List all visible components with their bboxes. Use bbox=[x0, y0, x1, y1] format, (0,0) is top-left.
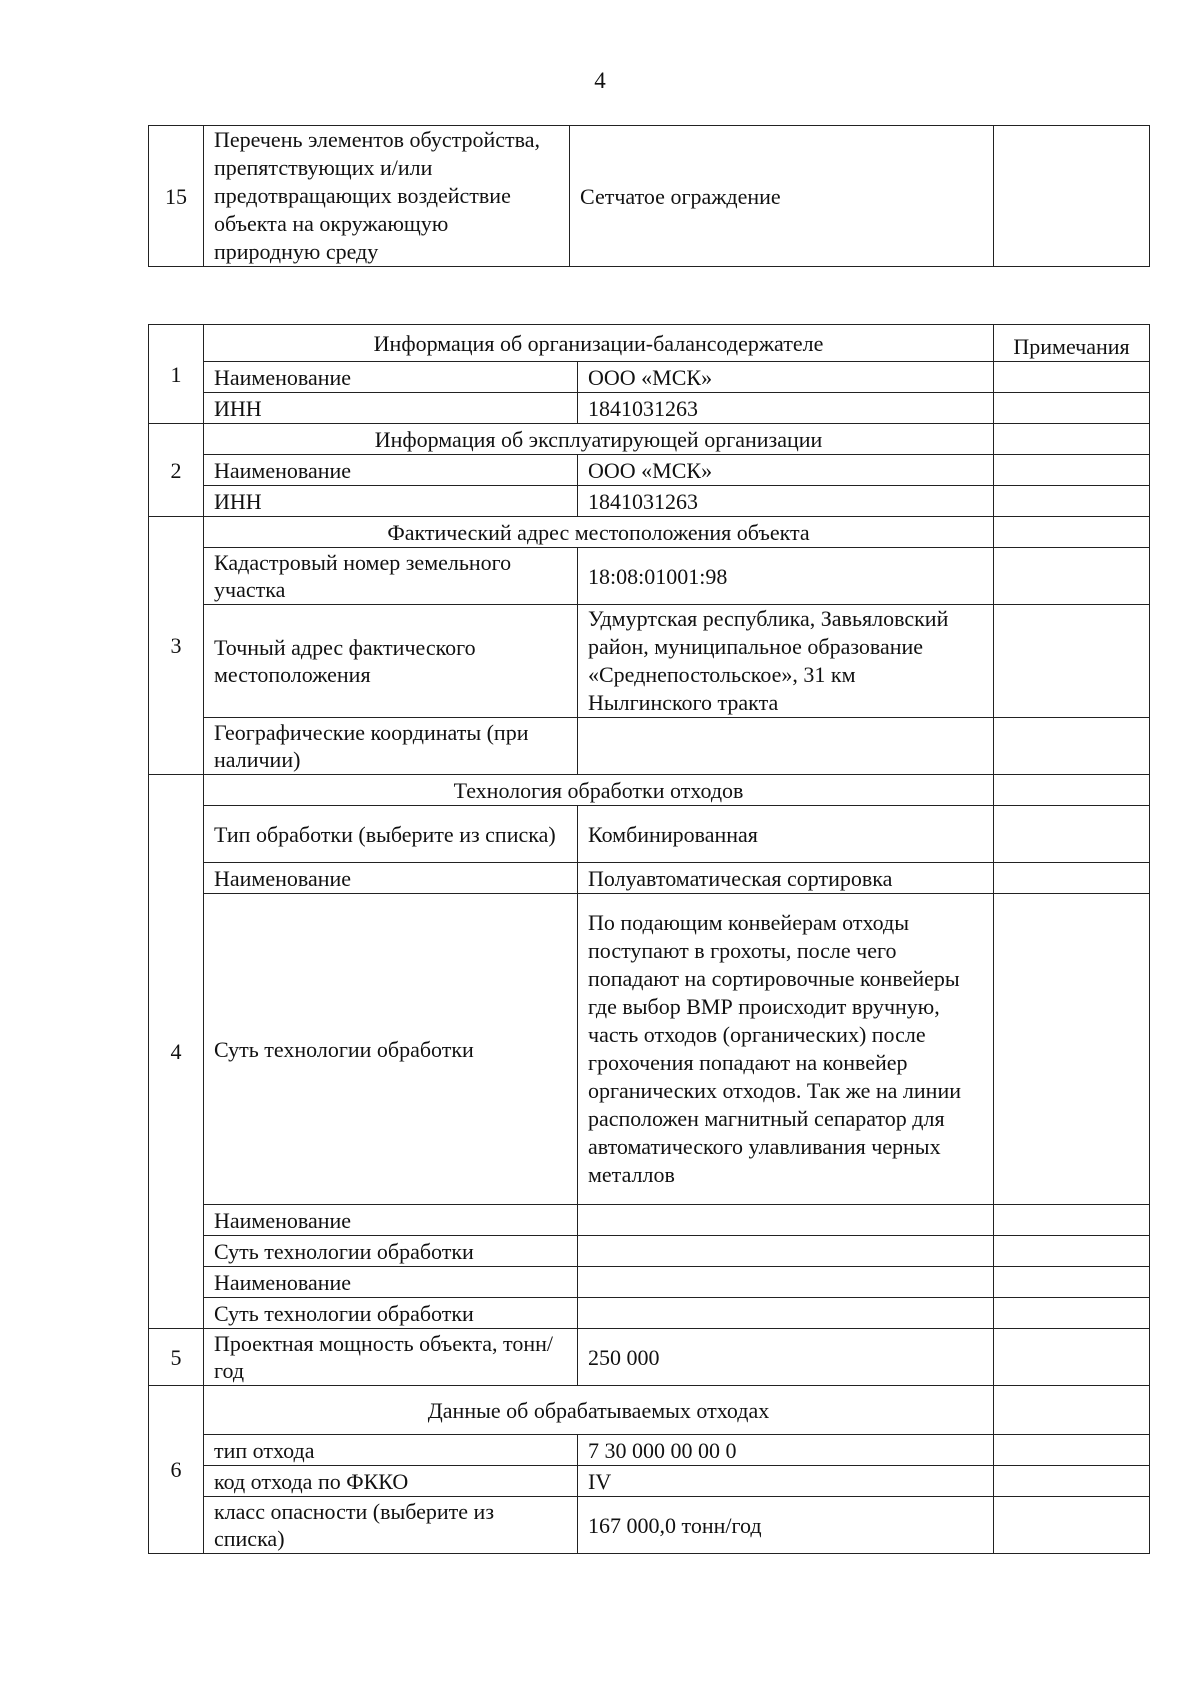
row-label: Географические координаты (при наличии) bbox=[204, 718, 578, 775]
table-row bbox=[149, 1466, 1150, 1497]
table-continuation bbox=[148, 125, 1150, 267]
page-number: 4 bbox=[594, 68, 606, 93]
row-value: IV bbox=[578, 1466, 994, 1497]
table-row bbox=[149, 1497, 1150, 1554]
row-value bbox=[578, 1267, 994, 1298]
row-label: Наименование bbox=[204, 362, 578, 393]
row-note bbox=[994, 362, 1150, 393]
row-note bbox=[994, 455, 1150, 486]
table-row bbox=[149, 455, 1150, 486]
row-label: Тип обработки (выберите из списка) bbox=[204, 806, 578, 863]
row-label: ИНН bbox=[204, 486, 578, 517]
table-row bbox=[149, 424, 1150, 455]
notes-header: Примечания bbox=[994, 325, 1150, 362]
table-row bbox=[149, 775, 1150, 806]
table-row bbox=[149, 894, 1150, 1205]
row-label: тип отхода bbox=[204, 1435, 578, 1466]
row-label: Точный адрес фактического местоположения bbox=[204, 605, 578, 718]
row-note bbox=[994, 806, 1150, 863]
table-row bbox=[149, 1298, 1150, 1329]
row-note bbox=[994, 1435, 1150, 1466]
section-number: 1 bbox=[149, 325, 204, 424]
object-info-table bbox=[148, 324, 1150, 1554]
row-label: Наименование bbox=[204, 863, 578, 894]
row-value: ООО «МСК» bbox=[578, 455, 994, 486]
section-title: Данные об обрабатываемых отходах bbox=[204, 1386, 994, 1435]
row-note bbox=[994, 517, 1150, 548]
row-value bbox=[578, 1298, 994, 1329]
row-note bbox=[994, 1466, 1150, 1497]
row-note bbox=[994, 718, 1150, 775]
row-label: код отхода по ФККО bbox=[204, 1466, 578, 1497]
row-value: Сетчатое ограждение bbox=[570, 126, 994, 267]
table-row bbox=[149, 605, 1150, 718]
row-label: Проектная мощность объекта, тонн/год bbox=[204, 1329, 578, 1386]
row-value bbox=[578, 1236, 994, 1267]
row-value bbox=[578, 718, 994, 775]
row-note bbox=[994, 393, 1150, 424]
row-note bbox=[994, 1497, 1150, 1554]
row-label: ИНН bbox=[204, 393, 578, 424]
row-value: По подающим конвейерам отходы поступают в грохоты, после чего попадают на сортировочные конвейеры где выбор ВМР происходит вручную, часть отходов (органических) после грохочения попадают на конвейер органических отходов. Так же на линии расположен магнитный сепаратор для автоматического улавливания черных металлов bbox=[578, 894, 994, 1205]
row-label: Суть технологии обработки bbox=[204, 1236, 578, 1267]
row-note bbox=[994, 548, 1150, 605]
row-note bbox=[994, 894, 1150, 1205]
row-label: Суть технологии обработки bbox=[204, 1298, 578, 1329]
table-row bbox=[149, 393, 1150, 424]
table-row bbox=[149, 718, 1150, 775]
row-value: Полуавтоматическая сортировка bbox=[578, 863, 994, 894]
row-note bbox=[994, 605, 1150, 718]
row-note bbox=[994, 863, 1150, 894]
section-number: 2 bbox=[149, 424, 204, 517]
table-row bbox=[149, 1435, 1150, 1466]
table-row bbox=[149, 126, 1150, 267]
row-value: 167 000,0 тонн/год bbox=[578, 1497, 994, 1554]
section-title: Технология обработки отходов bbox=[204, 775, 994, 806]
section-title: Фактический адрес местоположения объекта bbox=[204, 517, 994, 548]
row-label: Перечень элементов обустройства, препятствующих и/или предотвращающих воздействие объекта на окружающую природную среду bbox=[204, 126, 570, 267]
section-title: Информация об эксплуатирующей организации bbox=[204, 424, 994, 455]
table-row bbox=[149, 863, 1150, 894]
row-label: Наименование bbox=[204, 1267, 578, 1298]
row-value: 250 000 bbox=[578, 1329, 994, 1386]
table-row bbox=[149, 325, 1150, 362]
row-value: 1841031263 bbox=[578, 486, 994, 517]
row-label: Кадастровый номер земельного участка bbox=[204, 548, 578, 605]
table-row bbox=[149, 1236, 1150, 1267]
row-label: Наименование bbox=[204, 455, 578, 486]
table-row bbox=[149, 548, 1150, 605]
table-row bbox=[149, 1205, 1150, 1236]
table-row bbox=[149, 362, 1150, 393]
table-row bbox=[149, 806, 1150, 863]
row-note bbox=[994, 1267, 1150, 1298]
row-value: 18:08:01001:98 bbox=[578, 548, 994, 605]
row-value bbox=[578, 1205, 994, 1236]
row-note bbox=[994, 1236, 1150, 1267]
row-value: Комбинированная bbox=[578, 806, 994, 863]
row-note bbox=[994, 486, 1150, 517]
row-note bbox=[994, 1329, 1150, 1386]
row-value: 7 30 000 00 00 0 bbox=[578, 1435, 994, 1466]
row-value: ООО «МСК» bbox=[578, 362, 994, 393]
table-row bbox=[149, 517, 1150, 548]
row-label: класс опасности (выберите из списка) bbox=[204, 1497, 578, 1554]
section-number: 5 bbox=[149, 1329, 204, 1386]
row-note bbox=[994, 424, 1150, 455]
row-note bbox=[994, 775, 1150, 806]
row-note bbox=[994, 126, 1150, 267]
table-row bbox=[149, 1386, 1150, 1435]
row-value: Удмуртская республика, Завьяловский район, муниципальное образование «Среднепостольское», 31 км Нылгинского тракта bbox=[578, 605, 994, 718]
row-label: Суть технологии обработки bbox=[204, 894, 578, 1205]
table-row bbox=[149, 1267, 1150, 1298]
section-title: Информация об организации-балансодержателе bbox=[204, 325, 994, 362]
row-note bbox=[994, 1386, 1150, 1435]
section-number: 3 bbox=[149, 517, 204, 775]
row-note bbox=[994, 1298, 1150, 1329]
section-number: 4 bbox=[149, 775, 204, 1329]
row-label: Наименование bbox=[204, 1205, 578, 1236]
row-note bbox=[994, 1205, 1150, 1236]
row-value: 1841031263 bbox=[578, 393, 994, 424]
row-number: 15 bbox=[149, 126, 204, 267]
section-number: 6 bbox=[149, 1386, 204, 1554]
table-row bbox=[149, 486, 1150, 517]
table-row bbox=[149, 1329, 1150, 1386]
